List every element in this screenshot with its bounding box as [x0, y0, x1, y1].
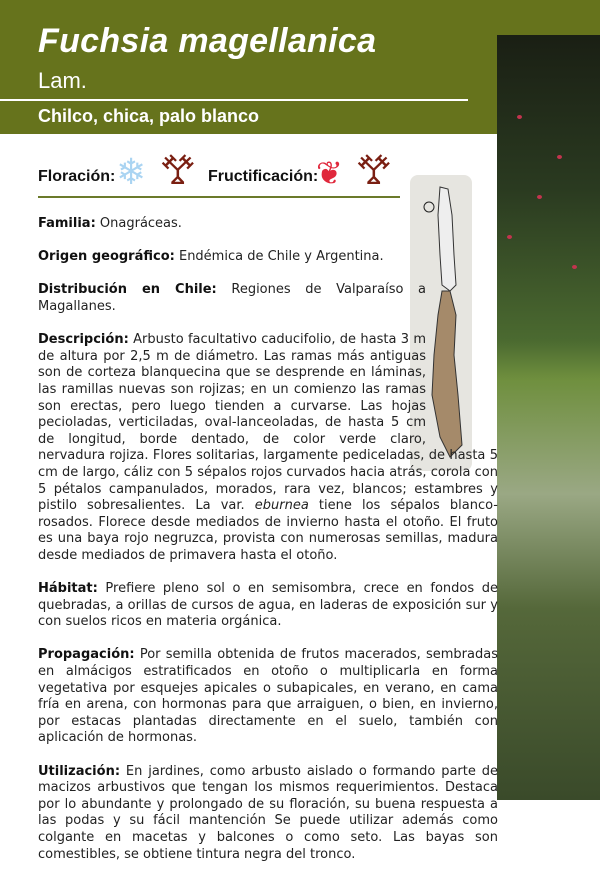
- plant-photo: [497, 35, 600, 800]
- snowflake-icon: ❄: [116, 152, 147, 193]
- propagacion-paragraph: Propagación: Por semilla obtenida de frutos macerados, sembradas en almácigos estratificados en otoño o multiplicarla en forma vegetativa por esquejes apicales o subapicales, en verano, en cama fría en arena, con hormonas para que arraiguen, o bien, en invierno, por estacas plantadas directamente en el suelo, también con aplicación de hormonas.: [38, 647, 498, 746]
- species-author: Lam.: [38, 68, 87, 93]
- flowering-label: Floración:: [38, 168, 116, 185]
- utilizacion-paragraph: Utilización: En jardines, como arbusto aislado o formando parte de macizos arbustivos que tengan los mismos requerimientos. Destaca por lo abundante y prolongado de su floración, su buena respuesta a las podas y su fácil mantención Se puede utilizar además como colgante en macetas y balcones o como seto. Las bayas son comestibles, se obtiene tintura negra del tronco.: [38, 763, 498, 862]
- species-title: Fuchsia magellanica: [38, 22, 377, 60]
- phenology-row: [38, 150, 400, 198]
- bare-tree-icon: 𐂷: [160, 152, 196, 193]
- fruiting-label: Fructificación:: [208, 168, 319, 185]
- butterfly-icon: ❦: [316, 154, 343, 192]
- divider: [0, 99, 468, 101]
- habitat-paragraph: Hábitat: Prefiere pleno sol o en semisombra, crece en fondos de quebradas, a orillas de cursos de agua, en laderas de exposición sur y con suelos ricos en materia orgánica.: [38, 581, 498, 630]
- descripcion-paragraph: Descripción: Arbusto facultativo caducifolio, de hasta 3 m de altura por 2,5 m de diámetro. Las ramas más antiguas son de corteza blanquecina que se desprende en láminas, las ramillas nuevas son rojizas; en un comienzo las ramas son erectas, pero luego tienden a curvarse. Las hojas pecioladas, verticiladas, oval-lanceoladas, de hasta 5 cm de longitud, borde dentado, de color verde claro, nervadura rojiza. Flores solitarias, largamente pediceladas, de hasta 5 cm de largo, cáliz con 5 sépalos rojos curvados hacia atrás, corola con 5 pétalos campanulados, morados, rara vez, blancos; estambres y pistilo sobresalientes. La var. eburnea tiene los sépalos blanco-rosados. Florece desde mediados de invierno hasta el otoño. El fruto es una baya rojo negruzca, provista con numerosas semillas, madura desde mediados de primavera hasta el otoño.: [38, 332, 498, 563]
- origen-paragraph: Origen geográfico: Endémica de Chile y Argentina.: [38, 249, 384, 265]
- common-names: Chilco, chica, palo blanco: [38, 106, 260, 126]
- document-body: [38, 216, 498, 880]
- familia-paragraph: Familia: Onagráceas.: [38, 216, 182, 231]
- distribucion-paragraph: Distribución en Chile: Regiones de Valparaíso a Magallanes.: [38, 282, 426, 314]
- bare-tree-icon: 𐂷: [356, 152, 392, 193]
